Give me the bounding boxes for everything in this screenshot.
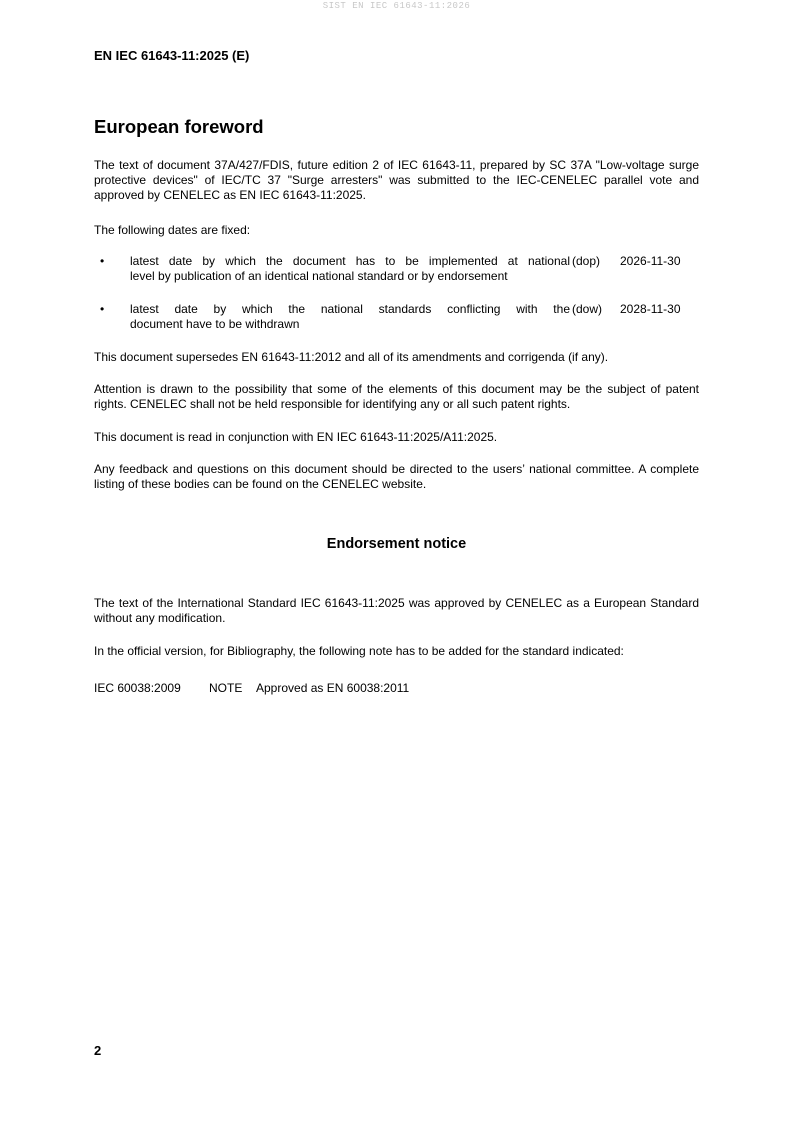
document-id-header: EN IEC 61643-11:2025 (E) bbox=[94, 48, 250, 63]
bullet-icon: • bbox=[100, 302, 105, 316]
bullet-icon: • bbox=[100, 254, 105, 268]
bibliography-intro-paragraph: In the official version, for Bibliography, the following note has to be added for the standard indicated: bbox=[94, 644, 624, 658]
endorsement-paragraph: The text of the International Standard IEC 61643-11:2025 was approved by CENELEC as a European Standard without any modification. bbox=[94, 596, 699, 625]
date-item-text: latest date by which the national standards conflicting with the bbox=[130, 302, 570, 316]
date-item-text-continued: level by publication of an identical national standard or by endorsement bbox=[130, 269, 508, 283]
watermark: SIST EN IEC 61643-11:2026 bbox=[322, 1, 471, 11]
bibliography-note bbox=[94, 681, 409, 696]
foreword-title: European foreword bbox=[94, 116, 264, 137]
patent-paragraph: Attention is drawn to the possibility that some of the elements of this document may be the subject of patent rights. CENELEC shall not be held responsible for identifying any or all such patent rights. bbox=[94, 382, 699, 411]
date-item-code: (dop) bbox=[572, 254, 601, 268]
note-standard: IEC 60038:2009 bbox=[94, 681, 181, 695]
dates-intro-paragraph: The following dates are fixed: bbox=[94, 223, 251, 237]
page-number: 2 bbox=[94, 1043, 102, 1058]
conjunction-paragraph: This document is read in conjunction with EN IEC 61643-11:2025/A11:2025. bbox=[94, 430, 498, 444]
date-item-code: (dow) bbox=[572, 302, 603, 316]
note-text: Approved as EN 60038:2011 bbox=[256, 681, 410, 695]
date-item-date: 2026-11-30 bbox=[620, 254, 681, 268]
note-label: NOTE bbox=[209, 681, 243, 695]
date-item-date: 2028-11-30 bbox=[620, 302, 681, 316]
supersedes-paragraph: This document supersedes EN 61643-11:2012 and all of its amendments and corrigenda (if any). bbox=[94, 350, 609, 364]
feedback-paragraph: Any feedback and questions on this document should be directed to the users’ national committee. A complete listing of these bodies can be found on the CENELEC website. bbox=[94, 462, 699, 491]
endorsement-title: Endorsement notice bbox=[326, 536, 467, 552]
date-item-text-continued: document have to be withdrawn bbox=[130, 317, 300, 331]
foreword-intro-paragraph: The text of document 37A/427/FDIS, future edition 2 of IEC 61643-11, prepared by SC 37A "Low-voltage surge protective devices" of IEC/TC 37 "Surge arresters" was submitted to the IEC-CENELEC parallel vote and approved by CENELEC as EN IEC 61643-11:2025. bbox=[94, 158, 699, 202]
date-item-text: latest date by which the document has to be implemented at national bbox=[130, 254, 570, 268]
